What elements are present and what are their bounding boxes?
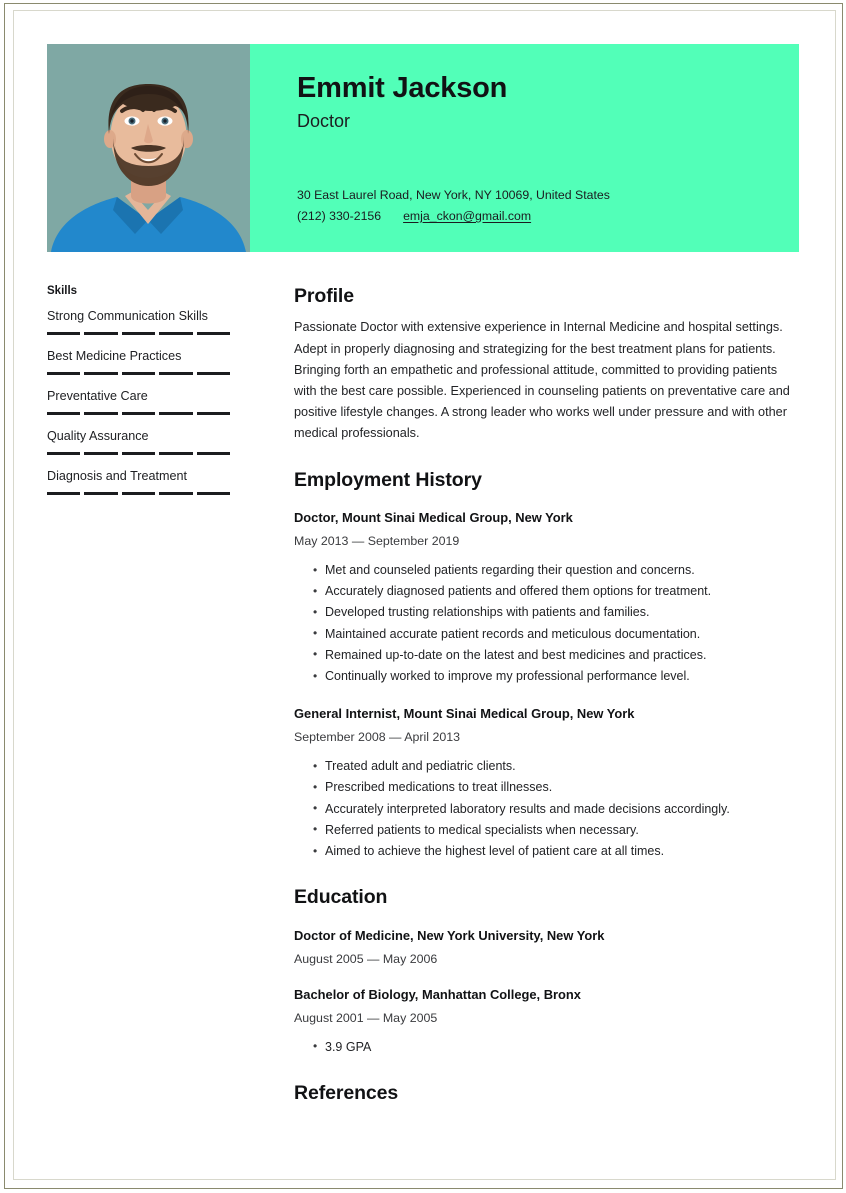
- employment-entry-dates: September 2008 — April 2013: [294, 730, 461, 745]
- job-title: Doctor: [297, 110, 351, 131]
- employment-entry-title: General Internist, Mount Sinai Medical Group, New York: [294, 706, 635, 722]
- skills-heading: Skills: [47, 285, 78, 297]
- skill-name: Best Medicine Practices: [47, 349, 182, 363]
- skill-rating-segment: [159, 492, 192, 495]
- contact-info: [297, 185, 610, 227]
- contact-phone[interactable]: (212) 330-2156: [297, 209, 382, 223]
- profile-summary: Passionate Doctor with extensive experience in Internal Medicine and hospital settings. Adept in properly diagnosing and strategizing for the best treatment plans for patients. Bringing forth an empathetic and professional attitude, committed to providing patients with the best care possible. Experienced in counseling patients on preventative care and positive lifestyle changes. A strong leader who works well under pressure and with other medical professionals.: [294, 320, 790, 441]
- section-title-education: Education: [294, 886, 388, 909]
- header-accent-band: [250, 44, 799, 252]
- skill-rating-bar: [47, 452, 230, 455]
- list-item: • Referred patients to medical specialists when necessary.: [294, 820, 799, 841]
- contact-address: 30 East Laurel Road, New York, NY 10069, United States: [297, 188, 610, 202]
- list-item: • Prescribed medications to treat illnesses.: [294, 777, 799, 798]
- skill-rating-segment: [47, 412, 80, 415]
- skill-name: Quality Assurance: [47, 429, 149, 443]
- skill-rating-segment: [47, 492, 80, 495]
- list-item: • Aimed to achieve the highest level of patient care at all times.: [294, 841, 799, 862]
- profile-photo: [47, 44, 250, 252]
- skill-rating-bar: [47, 412, 230, 415]
- skill-rating-segment: [122, 412, 155, 415]
- skill-rating-segment: [84, 332, 117, 335]
- skill-item: [47, 388, 231, 415]
- skill-rating-segment: [159, 332, 192, 335]
- section-profile: [294, 285, 799, 445]
- skill-rating-segment: [47, 452, 80, 455]
- section-education: [294, 886, 799, 1058]
- employment-entry-bullets: [294, 756, 799, 862]
- list-item: • Maintained accurate patient records and meticulous documentation.: [294, 624, 799, 645]
- main-column: [294, 285, 799, 1104]
- education-entry-bullets: [294, 1037, 799, 1058]
- list-item: • Met and counseled patients regarding their question and concerns.: [294, 560, 799, 581]
- skill-rating-segment: [197, 412, 230, 415]
- sidebar-skills: [47, 285, 231, 508]
- skill-item: [47, 428, 231, 455]
- list-item: • 3.9 GPA: [294, 1037, 799, 1058]
- section-title-profile: Profile: [294, 285, 354, 307]
- skill-rating-segment: [84, 452, 117, 455]
- list-item: • Continually worked to improve my professional performance level.: [294, 666, 799, 687]
- skill-rating-segment: [197, 372, 230, 375]
- skill-rating-segment: [84, 492, 117, 495]
- list-item: • Treated adult and pediatric clients.: [294, 756, 799, 777]
- skill-item: [47, 348, 231, 375]
- skill-rating-segment: [197, 492, 230, 495]
- skill-name: Strong Communication Skills: [47, 309, 208, 323]
- employment-entry: [294, 509, 799, 687]
- list-item: • Developed trusting relationships with patients and families.: [294, 602, 799, 623]
- skill-rating-segment: [47, 372, 80, 375]
- section-employment-history: [294, 469, 799, 863]
- page-title: Emmit Jackson: [297, 72, 508, 104]
- skill-rating-segment: [47, 332, 80, 335]
- skill-rating-segment: [122, 372, 155, 375]
- skill-rating-segment: [159, 412, 192, 415]
- education-entry-title: Doctor of Medicine, New York University, New York: [294, 927, 605, 943]
- section-title-employment: Employment History: [294, 468, 482, 491]
- skill-item: [47, 468, 231, 495]
- skill-rating-bar: [47, 372, 230, 375]
- skill-rating-segment: [84, 372, 117, 375]
- education-entry-dates: August 2005 — May 2006: [294, 951, 438, 966]
- skill-rating-segment: [122, 332, 155, 335]
- skill-rating-segment: [159, 372, 192, 375]
- skill-rating-bar: [47, 492, 230, 495]
- employment-entry-title: Doctor, Mount Sinai Medical Group, New York: [294, 510, 573, 526]
- section-title-references: References: [294, 1081, 399, 1104]
- skill-rating-bar: [47, 332, 230, 335]
- education-entry: [294, 986, 799, 1058]
- education-entry: [294, 927, 799, 968]
- list-item: • Accurately diagnosed patients and offered them options for treatment.: [294, 581, 799, 602]
- employment-entry: [294, 705, 799, 862]
- employment-entry-bullets: [294, 560, 799, 687]
- skill-rating-segment: [197, 332, 230, 335]
- education-entry-title: Bachelor of Biology, Manhattan College, Bronx: [294, 986, 581, 1002]
- skill-item: [47, 308, 231, 335]
- contact-email-link[interactable]: emja_ckon@gmail.com: [403, 209, 532, 223]
- section-references: [294, 1082, 799, 1104]
- employment-entry-dates: May 2013 — September 2019: [294, 534, 460, 549]
- skill-rating-segment: [159, 452, 192, 455]
- list-item: • Accurately interpreted laboratory results and made decisions accordingly.: [294, 799, 799, 820]
- skill-rating-segment: [197, 452, 230, 455]
- skill-rating-segment: [84, 412, 117, 415]
- skill-name: Preventative Care: [47, 389, 148, 403]
- skill-name: Diagnosis and Treatment: [47, 469, 188, 483]
- skill-rating-segment: [122, 492, 155, 495]
- resume-header: [47, 44, 799, 252]
- education-entry-dates: August 2001 — May 2005: [294, 1010, 438, 1025]
- list-item: • Remained up-to-date on the latest and best medicines and practices.: [294, 645, 799, 666]
- skill-rating-segment: [122, 452, 155, 455]
